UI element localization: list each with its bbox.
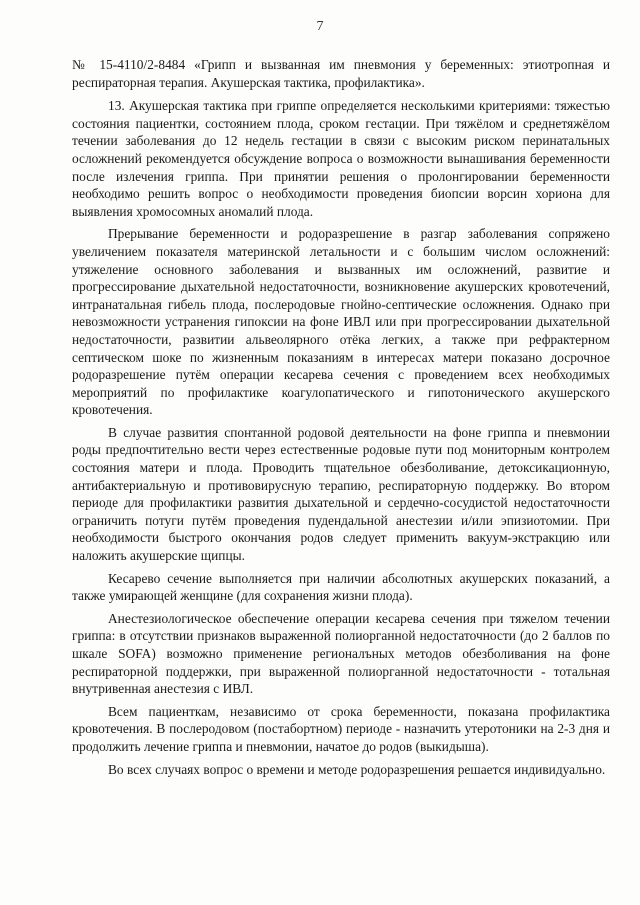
document-body <box>72 56 610 783</box>
paragraph-cesarean-indications: Кесарево сечение выполняется при наличии абсолютных акушерских показаний, а также умирающей женщине (для сохранения жизни плода). <box>72 570 610 604</box>
paragraph-anesthesia: Анестезиологическое обеспечение операции кесарева сечения при тяжелом течении гриппа: в отсутствии признаков выраженной полиорганной недостаточности (до 2 баллов по шкале SOFA) возможно применение регионалъных методов обезболивания на фоне респираторной поддержки, при выраженной полиорганной недостаточности - тотальная внутривенная анестезия с ИВЛ. <box>72 610 610 697</box>
paragraph-order-reference: № 15-4110/2-8484 «Грипп и вызванная им пневмония у беременных: этиотропная и респираторная терапия. Акушерская тактика, профилактика». <box>72 57 610 90</box>
page-number: 7 <box>316 19 324 34</box>
paragraph-obstetric-tactics: 13. Акушерская тактика при гриппе определяется несколькими критериями: тяжестью состояния пациентки, состоянием плода, сроком гестации. При тяжёлом и среднетяжёлом течении заболевания до 12 недель гестации в связи с высоким риском перинатальных осложнений рекомендуется обсуждение вопроса о возможности вынашивания беременности после излечения гриппа. При принятии решения о пролонгировании беременности необходимо решить вопрос о необходимости проведения биопсии ворсин хориона для выявления хромосомных аномалий плода. <box>72 98 610 219</box>
paragraph-spontaneous-labor: В случае развития спонтанной родовой деятельности на фоне гриппа и пневмонии роды предпочтительно вести через естественные родовые пути под мониторным контролем состояния матери и плода. Проводить тщательное обезболивание, детоксикационную, антибактериальную и противовирусную терапию, респираторную поддержку. Во втором периоде для профилактики развития дыхательной и сердечно-сосудистой недостаточности ограничить потуги путём проведения пудендальной анестезии и/или эпизиотомии. При необходимости быстрого окончания родов следует применить вакуум-экстракцию или наложить акушерские щипцы. <box>72 424 610 564</box>
paragraph-termination-delivery: Прерывание беременности и родоразрешение в разгар заболевания сопряжено увеличением показателя материнской летальности и с большим числом осложнений: утяжеление основного заболевания и вызванных им осложнений, развитие и прогрессирование дыхательной недостаточности, возникновение акушерских кровотечений, интранатальная гибель плода, послеродовые гнойно-септические осложнения. Однако при невозможности устранения гипоксии на фоне ИВЛ или при прогрессировании дыхательной недостаточности, развитии альвеолярного отёка легких, а также при рефрактерном септическом шоке по жизненным показаниям в интересах матери показано досрочное родоразрешение путём операции кесарева сечения с проведением всех необходимых мероприятий по профилактике коагулопатического и гипотонического акушерского кровотечения. <box>72 226 610 418</box>
paragraph-bleeding-prevention: Всем пациенткам, независимо от срока беременности, показана профилактика кровотечения. В послеродовом (постабортном) периоде - назначить утеротоники на 2-3 дня и продолжить лечение гриппа и пневмонии, начатое до родов (выкидыша). <box>72 703 610 754</box>
paragraph-individual-decision: Во всех случаях вопрос о времени и методе родоразрешения решается индивидуально. <box>108 761 606 777</box>
